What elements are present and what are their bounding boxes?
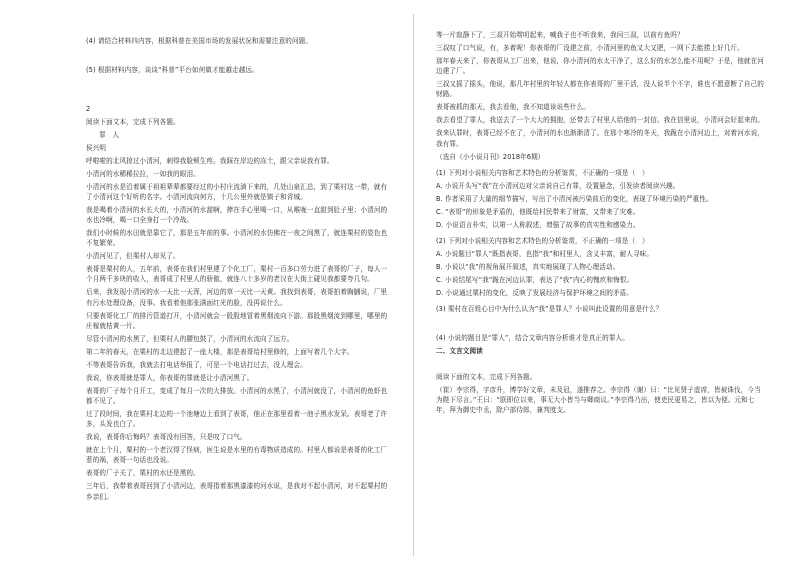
left-paragraph: (4) 请结合材料四内容，根据科普在美国市场的发展状况和需要注意的问题。	[86, 37, 313, 45]
left-paragraph: 小清河的水稀稀拉拉，一如我的眼泪。	[86, 169, 200, 178]
right-paragraph: 等一片寂静下了，三叔开始唠叨起来，喊我子也不听我来，我问三叔，以前有鱼吗？	[436, 31, 684, 39]
right-paragraph: (3) 栗村在百姓心目中为什么认为“我”是罪人？小说叫此设置的用意是什么？	[436, 305, 663, 314]
left-paragraph	[86, 49, 388, 59]
right-paragraph: 表哥被抓的那天，我去看他，我不知道该说些什么。	[436, 103, 590, 112]
left-paragraph: 三年后，我带着表哥回到了小清河边，表哥指着那黑漆漆的河水说，是我对不起小清河，对不起栗村的乡亲们。	[86, 482, 388, 501]
left-paragraph	[86, 91, 388, 101]
left-paragraph: 我是喝着小清河的水长大的，小清河的水甜啊，捧在手心里喝一口，从喉咙一直甜到肚子里；小清河的水也冷啊，喝一口全身打一个冷战。	[86, 205, 388, 224]
right-paragraph: D. 小说通过栗村的变化，反映了发展经济与保护环境之间的矛盾。	[436, 289, 633, 298]
left-paragraph: 表哥的厂子每个月开工，变成了每月一次的大排放。小清河的水黑了，小清河就没了，小清河的鱼虾也都不见了。	[86, 386, 388, 406]
right-paragraph: 三叔又摇了摇头，他说，那几年村里的年轻人都在你表哥的厂里干活，没人说半个不字，谁也不愿意断了自己的财路。	[436, 80, 764, 99]
right-paragraph: （崔）李宗得，字彦升，博学好文章，未及冠，遂推荐之。李宗得（谢）曰：“比见贤子虚席，皆被诛伐，今当为陛下尽言。”王曰：“朕即位以来，事无大小皆当与卿商议。”李宗得乃出，使吏民更易之，皆以为便。元和七年，拜为御史中丞，除户部侍郎，兼判度支。	[436, 386, 761, 415]
left-paragraph: 不等表哥告诉我，我就去打电话举报了，可是一个电话打过去，没人理会。	[86, 360, 307, 369]
right-paragraph: B. 作者采用了大量的细节描写，写出了小清河被污染前后的变化，表现了环境污染的严重性。	[436, 194, 713, 203]
left-paragraph: 我们小时候的水田就是靠它了，那是五年前的事。小清河的水仿佛在一夜之间黑了，就连栗村的姿色也不复繁荣。	[86, 229, 388, 248]
left-paragraph: 小清河见了，但栗村人却见了。	[86, 252, 180, 261]
left-paragraph: 第二年的春天，在栗村的北边建起了一座大楼，那是表哥给村里修的，上面写着几个大字。	[86, 347, 354, 356]
right-paragraph: 三叔叹了口气说，有，多着呢！你表哥的厂没建之前，小清河里的鱼又大又肥，一网下去能捞上好几斤。	[436, 44, 744, 52]
left-paragraph: 阅读下面文本，完成下列各题。	[86, 117, 180, 126]
right-paragraph: (1) 下列对小说相关内容和艺术特色的分析鉴赏，不正确的一项是（ ）	[436, 168, 649, 177]
right-paragraph: (2) 下列对小说相关内容和艺术特色的分析鉴赏，不正确的一项是（ ）	[436, 237, 649, 246]
right-paragraph: (4) 小说的题目是“罪人”，结合文章内容分析谁才是真正的罪人。	[436, 334, 629, 343]
left-paragraph: 表哥的厂子关了，栗村的水还是黑的。	[86, 469, 200, 478]
column-divider	[413, 14, 414, 556]
left-paragraph: 过了段时间，我在栗村北边的一个池塘边上看到了表哥，他正在那里看着一池子黑水发呆。表哥老了许多，头发也白了。	[86, 410, 388, 429]
left-paragraph: 呼啦啦的北风掠过小清河，刺得我脸颊生疼。我踩在岸边的冻土，跟父亲说我有罪。	[86, 156, 334, 165]
right-paragraph: C. 小说结尾写“我”跪在河边认罪，表达了“我”内心的愧疚和悔恨。	[436, 276, 634, 285]
right-paragraph: 那年春天来了，你表哥从工厂出来，他说，你小清河的水太干净了，这么好的水怎么能不用呢？于是，他就在河边建了厂。	[436, 57, 764, 76]
right-paragraph: D. 小说语言朴实，以第一人称叙述，增强了故事的真实性和感染力。	[436, 220, 640, 229]
left-paragraph: 2	[86, 104, 91, 113]
right-paragraph: C. “表哥”的形象是矛盾的，他既给村民带来了财富，又带来了灾难。	[436, 207, 640, 216]
left-paragraph: (5) 根据材料内容，谈谈“科普”平台如何做才能越走越远。	[86, 66, 259, 74]
right-paragraph: 阅读下面的文本，完成下列各题。	[436, 373, 537, 382]
right-paragraph: 我来认罪时，表哥已经不在了，小清河的水也渐渐清了。在那个寒冷的冬天，我跪在小清河边上，对着河水说，我有罪。	[436, 129, 764, 148]
left-paragraph: 就在上个月，栗村的一个老汉得了怪病，医生说是水里的有毒物质造成的。村里人都说是表哥的化工厂惹的祸，表哥一句话也没说。	[86, 446, 388, 465]
right-paragraph: 二、文言文阅读	[436, 347, 483, 356]
left-paragraph: 罪 人	[99, 130, 120, 139]
left-paragraph: 表哥是栗村的人，五年前，表哥在我们村里建了个化工厂，栗村一百多口劳力进了表哥的厂子，每人一个月两千多块的收入，表哥成了村里人的骄傲，就连八十多岁的老汉在大街上碰见我都要夸几句。	[86, 265, 388, 284]
right-paragraph: A. 小说开头写“我”在小清河边对父亲说自己有罪，设置悬念，引发读者阅读兴趣。	[436, 181, 680, 190]
right-paragraph	[436, 317, 766, 327]
left-paragraph: 只要表哥化工厂的排污管道打开，小清河就会一股股地冒着黑烟流向下游。那股黑烟流到哪里，哪里的庄稼就枯黄一片。	[86, 311, 388, 330]
right-paragraph: B. 小说以“我”的视角展开叙述，真实地展现了人物心理活动。	[436, 263, 620, 272]
left-paragraph: 我说，你表哥就是罪人，你表哥的罪就是让小清河黑了。	[86, 373, 254, 382]
right-paragraph: 我去看望了罪人，我送去了一个大大的拥抱，还带去了村里人给他的一封信。我在信里说，小清河会好起来的。	[436, 116, 764, 125]
right-paragraph	[436, 359, 766, 369]
right-column	[436, 30, 766, 554]
left-column	[86, 30, 388, 554]
left-paragraph: 后来，我发现小清河的水一天比一天浑，河边的草一天比一天黄。我找到表哥，表哥拍着胸脯说，厂里有污水处理设备，没事。我看着他那张满面红光的脸，没再说什么。	[86, 288, 388, 307]
left-paragraph: 侯兴明	[86, 143, 107, 152]
left-paragraph: 尽管小清河的水黑了，但栗村人的腰包鼓了，小清河的水流向了远方。	[86, 334, 294, 343]
left-paragraph	[86, 78, 388, 88]
left-paragraph: 我说，表哥你后悔吗？表哥没有回答，只是叹了口气。	[86, 433, 247, 442]
right-paragraph: （选自《小小说月刊》2018年6期）	[436, 152, 545, 161]
left-paragraph: 小清河的水是沿着属于祖祖辈辈都要经过的小村庄流淌下来的，几处山泉汇总，到了栗村这一带，就有了小清河这个好听的名字。小清河流向何方，十几公里外就是镇子和省城。	[86, 182, 388, 201]
right-paragraph: A. 小说题目“罪人”既指表哥，也指“我”和村里人，含义丰富，耐人寻味。	[436, 250, 654, 259]
